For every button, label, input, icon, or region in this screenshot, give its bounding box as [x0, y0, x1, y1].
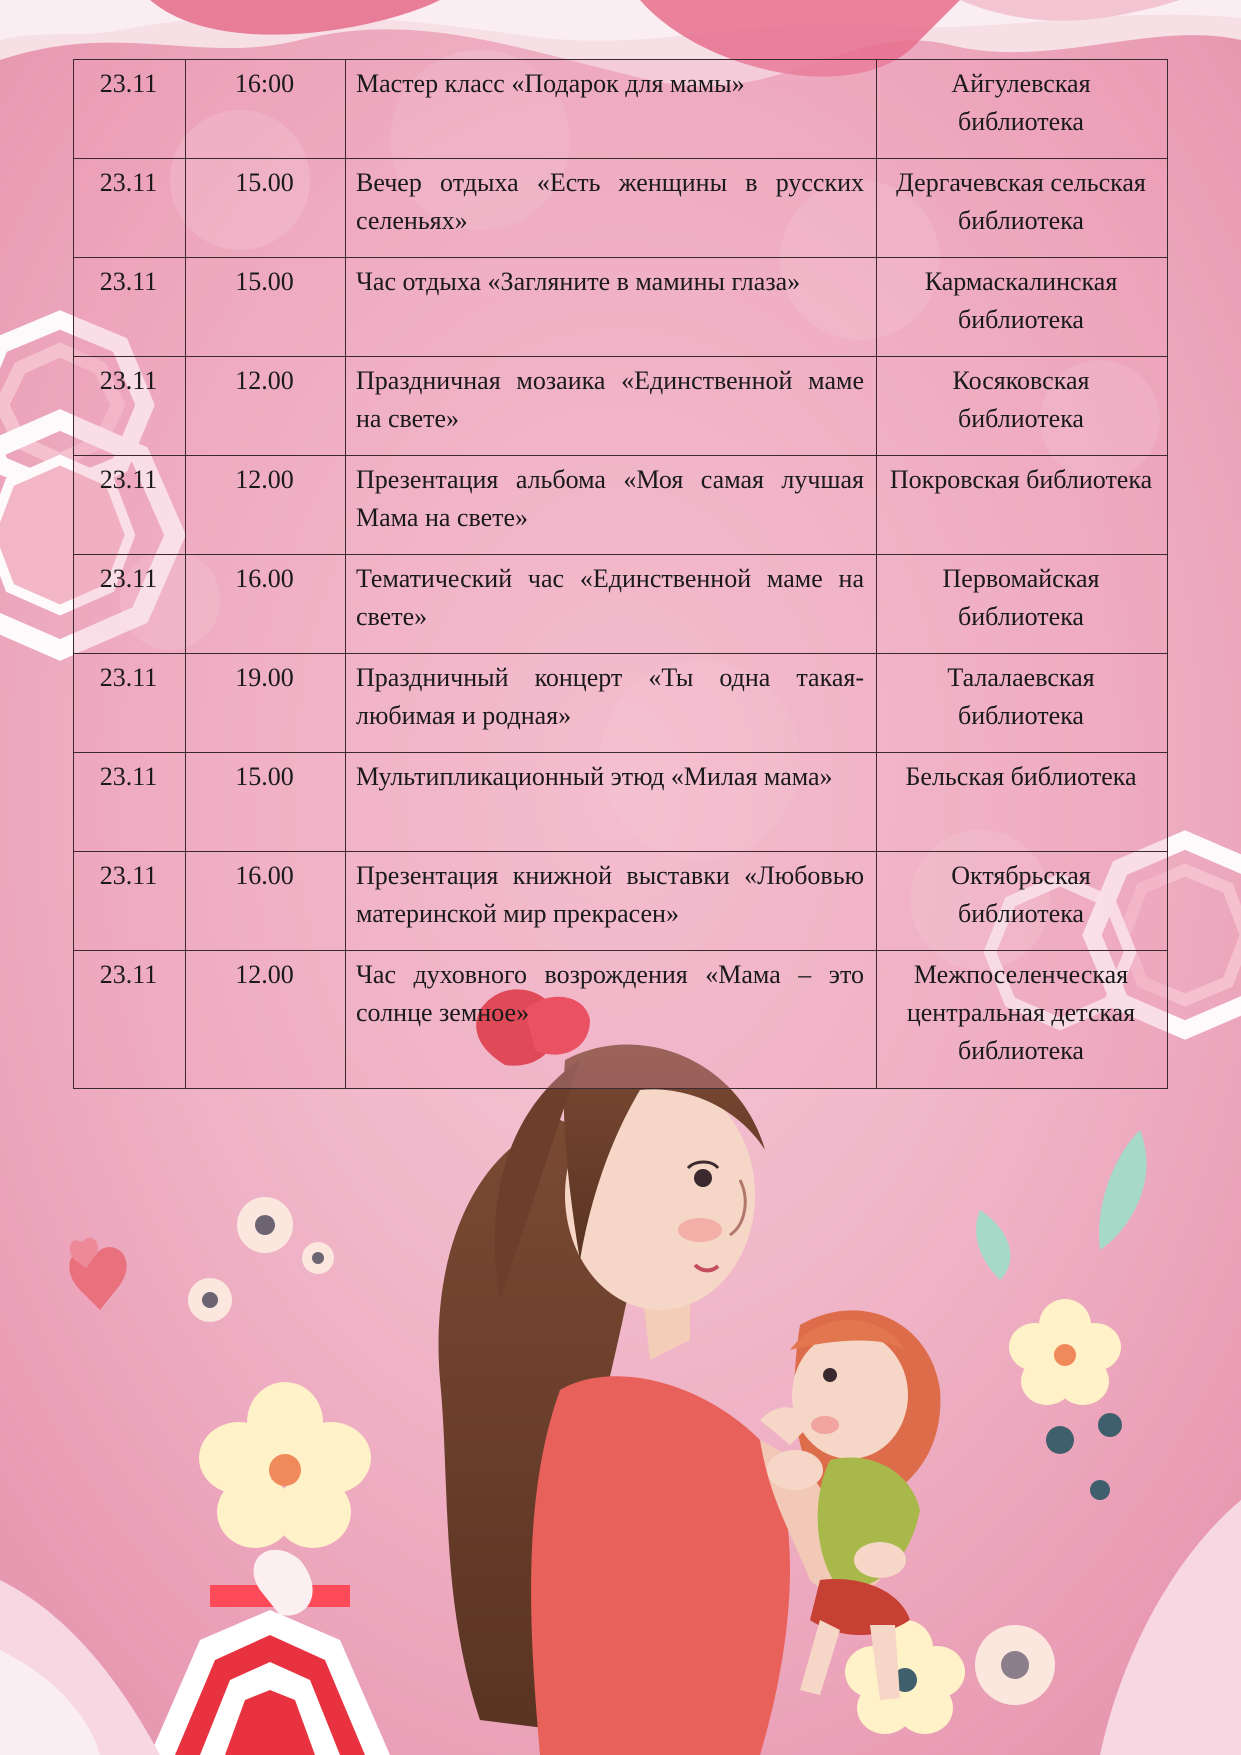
event-title: Презентация альбома «Моя самая лучшая Мама на свете»: [346, 456, 877, 555]
event-time: 12.00: [186, 951, 346, 1089]
event-title: Праздничная мозаика «Единственной маме на свете»: [346, 357, 877, 456]
event-time: 19.00: [186, 654, 346, 753]
event-location: Межпоселенческая центральная детская библиотека: [877, 951, 1168, 1089]
event-time: 16.00: [186, 555, 346, 654]
event-time: 16.00: [186, 852, 346, 951]
event-location: Покровская библиотека: [877, 456, 1168, 555]
event-location: Дергачевская сельская библиотека: [877, 159, 1168, 258]
event-location: Бельская библиотека: [877, 753, 1168, 852]
event-location: Талалаевская библиотека: [877, 654, 1168, 753]
event-location: Октябрьская библиотека: [877, 852, 1168, 951]
event-date: 23.11: [74, 456, 186, 555]
event-title: Час отдыха «Загляните в мамины глаза»: [346, 258, 877, 357]
event-date: 23.11: [74, 951, 186, 1089]
table-row: [74, 357, 1168, 456]
event-title: Мультипликационный этюд «Милая мама»: [346, 753, 877, 852]
event-title: Вечер отдыха «Есть женщины в русских селеньях»: [346, 159, 877, 258]
event-time: 15.00: [186, 159, 346, 258]
event-date: 23.11: [74, 258, 186, 357]
event-date: 23.11: [74, 159, 186, 258]
event-date: 23.11: [74, 60, 186, 159]
table-row: [74, 654, 1168, 753]
table-row: [74, 60, 1168, 159]
event-date: 23.11: [74, 753, 186, 852]
event-time: 15.00: [186, 753, 346, 852]
event-title: Тематический час «Единственной маме на свете»: [346, 555, 877, 654]
table-row: [74, 555, 1168, 654]
event-location: Первомайская библиотека: [877, 555, 1168, 654]
table-row: [74, 852, 1168, 951]
event-location: Косяковская библиотека: [877, 357, 1168, 456]
event-date: 23.11: [74, 357, 186, 456]
event-date: 23.11: [74, 852, 186, 951]
table-row: [74, 753, 1168, 852]
event-title: Час духовного возрождения «Мама – это солнце земное»: [346, 951, 877, 1089]
table-row: [74, 951, 1168, 1089]
event-time: 12.00: [186, 357, 346, 456]
event-title: Праздничный концерт «Ты одна такая-любимая и родная»: [346, 654, 877, 753]
event-date: 23.11: [74, 654, 186, 753]
event-time: 12.00: [186, 456, 346, 555]
event-title: Презентация книжной выставки «Любовью материнской мир прекрасен»: [346, 852, 877, 951]
event-title: Мастер класс «Подарок для мамы»: [346, 60, 877, 159]
table-row: [74, 258, 1168, 357]
event-time: 16:00: [186, 60, 346, 159]
table-row: [74, 159, 1168, 258]
event-time: 15.00: [186, 258, 346, 357]
table-row: [74, 456, 1168, 555]
event-location: Кармаскалинская библиотека: [877, 258, 1168, 357]
events-schedule-table: [73, 59, 1168, 1089]
event-date: 23.11: [74, 555, 186, 654]
event-location: Айгулевская библиотека: [877, 60, 1168, 159]
